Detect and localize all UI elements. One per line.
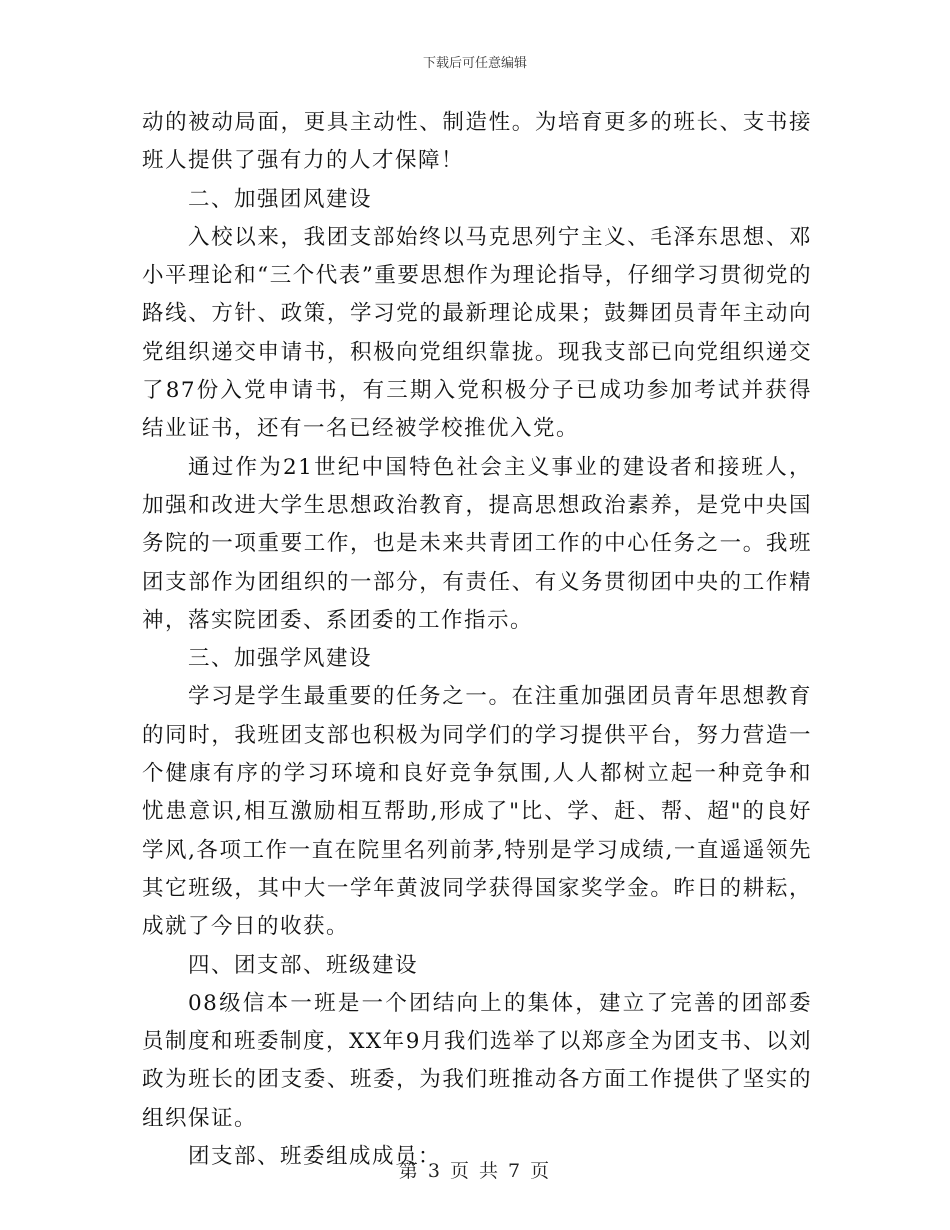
page-header-note: 下载后可任意编辑 — [422, 56, 527, 71]
paragraph-education-mission: 通过作为21世纪中国特色社会主义事业的建设者和接班人，加强和改进大学生思想政治教育，提高思想政治素养，是党中央国务院的一项重要工作，也是未来共青团工作的中心任务之一。我班团支部作为团组织的一部分，有责任、有义务贯彻团中央的工作精神，落实院团委、系团委的工作指示。 — [142, 454, 812, 633]
page-number-footer: 第 3 页 共 7 页 — [398, 1160, 552, 1182]
section-heading-branch-class: 四、团支部、班级建设 — [188, 952, 419, 978]
paragraph-members-intro: 团支部、班委组成成员： — [188, 1144, 442, 1170]
document-body — [142, 104, 812, 1176]
paragraph-study-style: 学习是学生最重要的任务之一。在注重加强团员青年思想教育的同时，我班团支部也积极为同学们的学习提供平台，努力营造一个健康有序的学习环境和良好竞争氛围,人人都树立起一种竞争和忧患意识,相互激励相互帮助,形成了"比、学、赶、帮、超"的良好学风,各项工作一直在院里名列前茅,特别是学习成绩,一直遥遥领先其它班级，其中大一学年黄波同学获得国家奖学金。昨日的耕耘，成就了今日的收获。 — [142, 684, 812, 940]
paragraph-branch-class: 08级信本一班是一个团结向上的集体，建立了完善的团部委员制度和班委制度，XX年9月我们选举了以郑彦全为团支书、以刘政为班长的团支委、班委，为我们班推动各方面工作提供了坚实的组织保证。 — [142, 990, 812, 1131]
paragraph-continuation: 动的被动局面，更具主动性、制造性。为培育更多的班长、支书接班人提供了强有力的人才保障！ — [142, 110, 812, 174]
section-heading-team-style: 二、加强团风建设 — [188, 186, 373, 212]
section-heading-study-style: 三、加强学风建设 — [188, 646, 373, 672]
paragraph-team-style: 入校以来，我团支部始终以马克思列宁主义、毛泽东思想、邓小平理论和“三个代表”重要思想作为理论指导，仔细学习贯彻党的路线、方针、政策，学习党的最新理论成果；鼓舞团员青年主动向党组织递交申请书，积极向党组织靠拢。现我支部已向党组织递交了87份入党申请书，有三期入党积极分子已成功参加考试并获得结业证书，还有一名已经被学校推优入党。 — [142, 224, 812, 442]
